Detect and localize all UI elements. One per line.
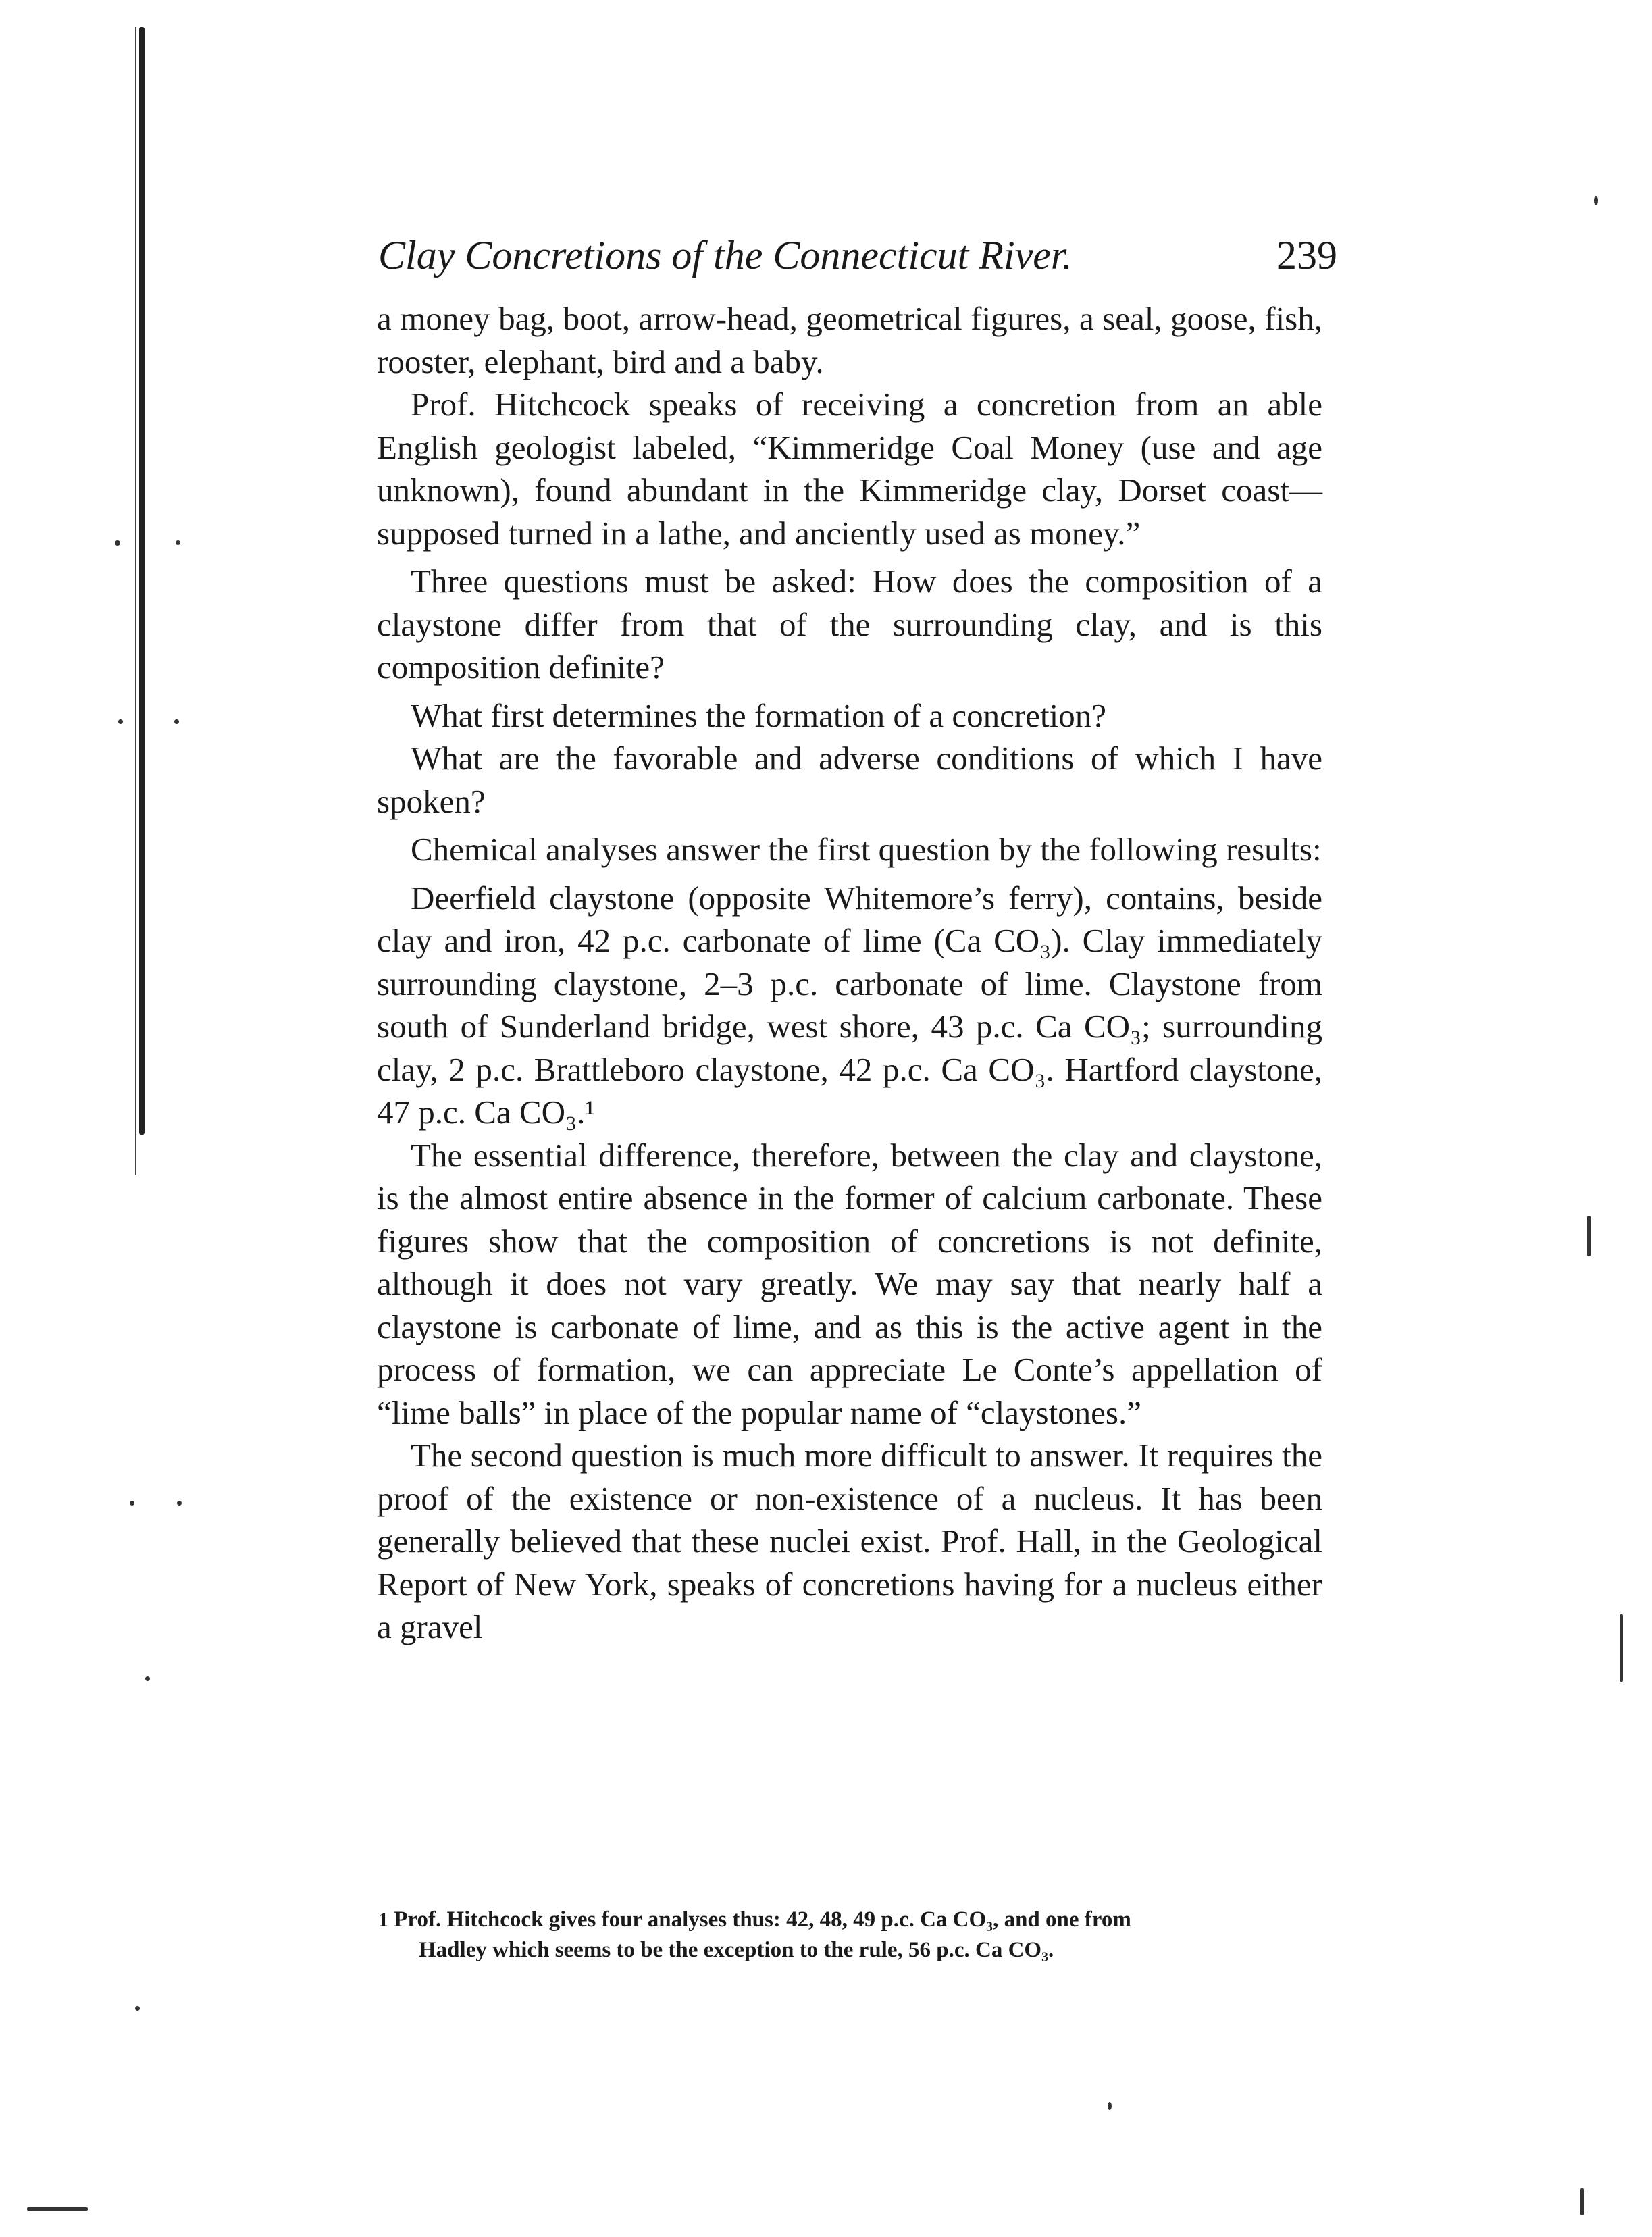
footnote-line: Hadley which seems to be the exception to the rule, 56 p.c. Ca CO₃. xyxy=(419,1938,1054,1962)
scan-speck xyxy=(176,540,180,545)
binding-edge xyxy=(139,27,145,1135)
paragraph: What are the favorable and adverse conditions of which I have spoken? xyxy=(377,740,1322,820)
paragraph: Prof. Hitchcock speaks of receiving a concretion from an able English geologist labeled, “Kimmeridge Coal Money (use and age unknown), found abundant in the Kimmeridge clay, Dorset coast—supposed turned in a lathe, and anciently used as money.” xyxy=(377,386,1322,552)
paragraph: a money bag, boot, arrow-head, geometrical figures, a seal, goose, fish, rooster, elephant, bird and a baby. xyxy=(377,300,1322,380)
footnote-text xyxy=(378,1905,1324,1965)
scan-speck xyxy=(1108,2102,1112,2110)
scan-speck xyxy=(1587,1216,1591,1256)
paragraph: The essential difference, therefore, between the clay and claystone, is the almost entire absence in the former of calcium carbonate. These figures show that the composition of concretions is not definite, although it does not vary greatly. We may say that nearly half a claystone is carbonate of lime, and as this is the active agent in the process of formation, we can appreciate Le Conte’s appellation of “lime balls” in place of the popular name of “claystones.” xyxy=(377,1136,1322,1431)
page-number: 239 xyxy=(1276,233,1337,278)
paragraph: The second question is much more difficult to answer. It requires the proof of the existence or non-existence of a nucleus. It has been generally believed that these nuclei exist. Prof. Hall, in the Geological Report of New York, speaks of concretions having for a nucleus either a gravel xyxy=(377,1437,1322,1645)
body-text xyxy=(377,297,1322,1649)
scan-speck xyxy=(27,2207,88,2211)
scan-speck xyxy=(1594,196,1598,205)
paragraph: What first determines the formation of a concretion? xyxy=(411,696,1106,734)
scan-speck xyxy=(174,719,179,724)
page-header xyxy=(378,223,1337,284)
running-title: Clay Concretions of the Connecticut River. xyxy=(378,233,1073,278)
footnote-line: Prof. Hitchcock gives four analyses thus: 42, 48, 49 p.c. Ca CO₃, and one from xyxy=(394,1907,1131,1932)
footnote-marker: 1 xyxy=(378,1909,388,1931)
paragraph: Chemical analyses answer the first question by the following results: xyxy=(411,831,1322,868)
binding-edge-shadow xyxy=(135,27,136,1175)
scan-speck xyxy=(135,2006,140,2011)
paragraph: Three questions must be asked: How does the composition of a claystone differ from that of the surrounding clay, and is this composition definite? xyxy=(377,563,1322,686)
scan-speck xyxy=(118,719,123,724)
footnote xyxy=(378,1905,1324,1965)
scan-speck xyxy=(145,1676,150,1681)
scan-speck xyxy=(1620,1614,1623,1682)
scan-speck xyxy=(115,540,120,546)
paragraph: Deerfield claystone (opposite Whitemore’s ferry), contains, beside clay and iron, 42 p.c. carbonate of lime (Ca CO₃). Clay immediately surrounding claystone, 2–3 p.c. carbonate of lime. Claystone from south of Sunderland bridge, west shore, 43 p.c. Ca CO₃; surrounding clay, 2 p.c. Brattleboro claystone, 42 p.c. Ca CO₃. Hartford claystone, 47 p.c. Ca CO₃.¹ xyxy=(377,879,1322,1131)
scan-speck xyxy=(130,1501,134,1506)
scan-speck xyxy=(1580,2188,1584,2215)
scan-speck xyxy=(177,1501,182,1506)
